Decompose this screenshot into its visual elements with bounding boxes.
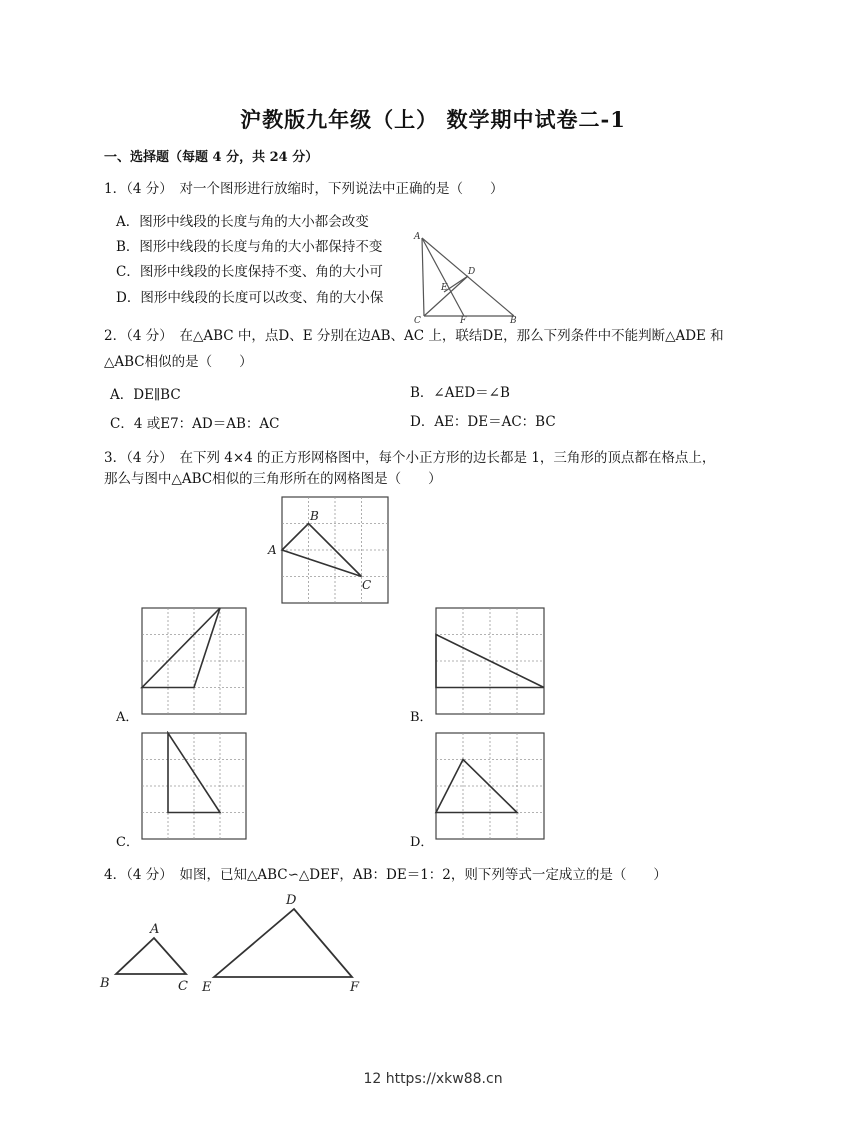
q3-label-c: C [362,578,372,592]
q4-label-e: E [202,980,212,995]
q3-option-c-label: C． [116,835,139,850]
q2-stem-line1: 2．（4 分） 在△ABC 中，点D、E 分别在边AB、AC 上，联结DE，那么下列条件中不能判断△ADE 和 [104,328,724,344]
q1-fig-label-e: E [441,283,448,293]
q2-option-a: A．DE∥BC [110,387,181,403]
q1-fig-label-b: B [510,316,517,324]
q3-label-b: B [310,509,319,523]
q3-label-a: A [268,543,277,557]
q1-fig-label-c: C [414,316,421,324]
q3-option-d-label: D． [410,835,434,850]
q3-main-grid [266,494,391,608]
q1-figure [408,228,523,324]
q3-grid-a [140,606,250,718]
q1-fig-label-f: F [460,316,467,324]
q4-label-a: A [150,922,160,937]
page-title: 沪教版九年级（上） 数学期中试卷二-1 [240,107,626,132]
q2-stem-line2: △ABC相似的是（ ） [104,354,253,370]
q2-option-c: C．4 或E7：AD＝AB：AC [110,416,280,432]
q4-label-f: F [350,980,360,995]
q3-stem-line2: 那么与图中△ABC相似的三角形所在的网格图是（ ） [104,471,442,487]
q3-option-a-label: A． [116,710,139,725]
q3-grid-d [434,731,548,843]
q2-option-b: B．∠AED＝∠B [410,385,510,401]
q3-grid-c [140,731,250,843]
q4-label-d: D [286,893,297,908]
section-heading: 一、选择题（每题 4 分，共 24 分） [104,150,319,165]
q1-fig-label-a: A [414,232,421,242]
q4-figure [96,888,376,998]
q4-stem: 4．（4 分） 如图，已知△ABC∽△DEF，AB：DE＝1：2，则下列等式一定成立的是（ ） [104,867,667,883]
q1-stem: 1．（4 分） 对一个图形进行放缩时，下列说法中正确的是（ ） [104,181,504,197]
q3-grid-b [434,606,548,718]
q1-option-b: B．图形中线段的长度与角的大小都保持不变 [116,239,383,255]
q1-fig-label-d: D [468,267,476,277]
q3-stem-line1: 3．（4 分） 在下列 4×4 的正方形网格图中，每个小正方形的边长都是 1，三角形的顶点都在格点上， [104,450,716,466]
q4-label-b: B [100,976,110,991]
q1-option-a: A．图形中线段的长度与角的大小都会改变 [116,214,369,230]
q3-option-b-label: B． [410,710,433,725]
page-footer: 12 https://xkw88.cn [363,1071,503,1087]
q2-option-d: D．AE：DE＝AC：BC [410,414,556,430]
q4-label-c: C [178,979,188,994]
q1-option-d: D．图形中线段的长度可以改变、角的大小保 [116,290,384,306]
q1-option-c: C．图形中线段的长度保持不变、角的大小可 [116,264,383,280]
